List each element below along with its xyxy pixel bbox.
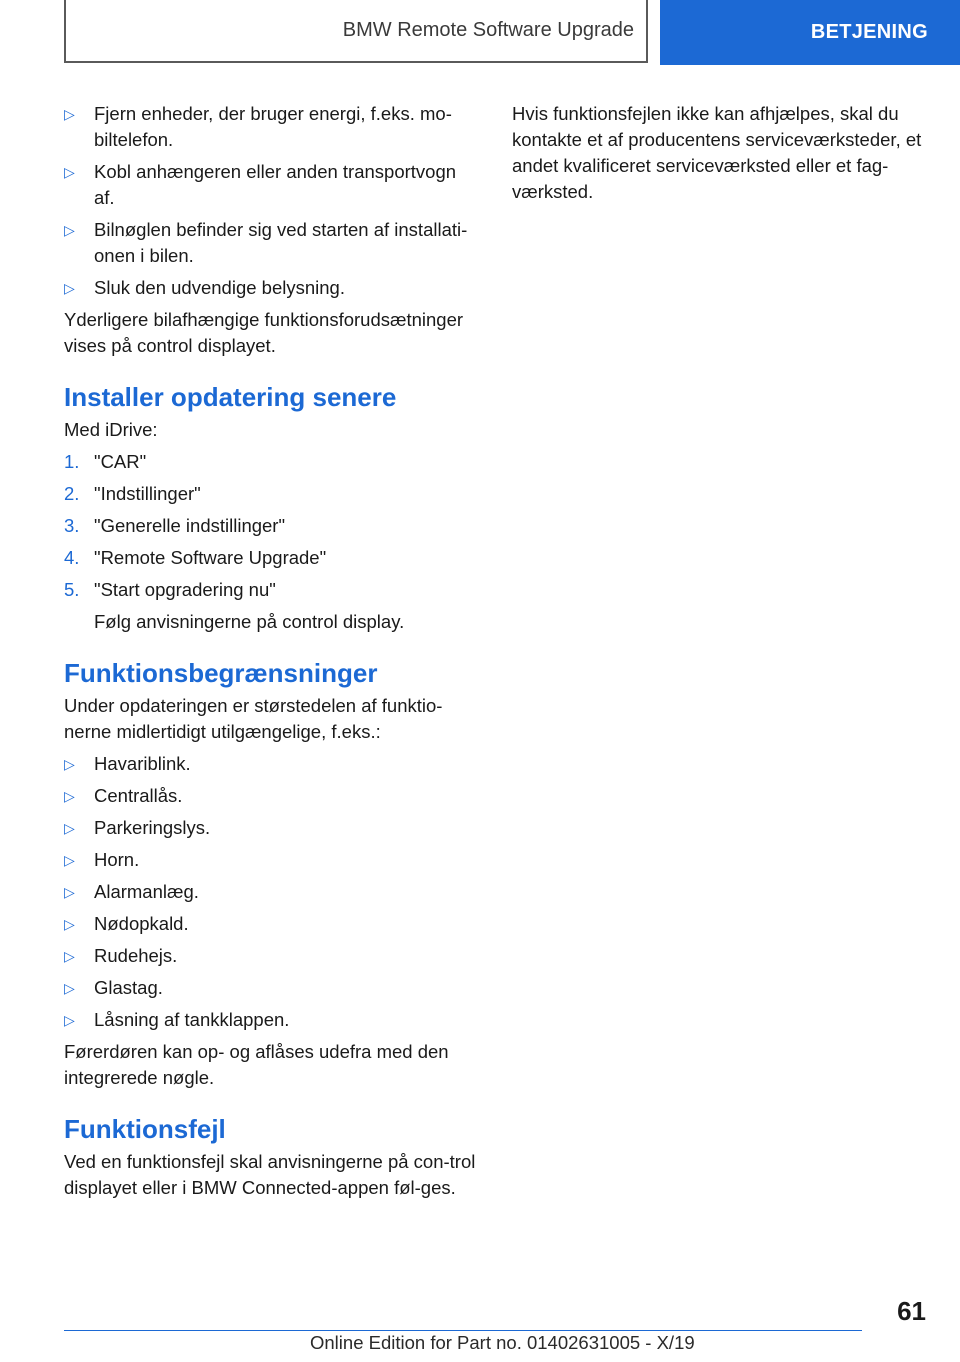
list-item-text: Horn. — [94, 849, 140, 870]
step-text: "Start opgradering nu" — [94, 579, 276, 600]
list-item — [64, 783, 480, 809]
list-item-text: Rudehejs. — [94, 945, 178, 966]
list-item — [64, 911, 480, 937]
triangle-bullet-icon: ▷ — [64, 788, 75, 804]
list-item — [64, 943, 480, 969]
step-item — [64, 545, 480, 571]
list-item-text: Alarmanlæg. — [94, 881, 199, 902]
list-item-text: Parkeringslys. — [94, 817, 211, 838]
triangle-bullet-icon: ▷ — [64, 164, 75, 180]
list-item — [64, 1007, 480, 1033]
step-item — [64, 577, 480, 603]
right-column — [512, 101, 928, 211]
footer-divider — [64, 1330, 862, 1331]
step-text: "Remote Software Upgrade" — [94, 547, 327, 568]
step-text: "Generelle indstillinger" — [94, 515, 286, 536]
left-column — [64, 101, 480, 1207]
triangle-bullet-icon: ▷ — [64, 820, 75, 836]
triangle-bullet-icon: ▷ — [64, 106, 75, 122]
step-number: 5. — [64, 579, 80, 600]
triangle-bullet-icon: ▷ — [64, 980, 75, 996]
section-tab — [660, 0, 960, 65]
triangle-bullet-icon: ▷ — [64, 884, 75, 900]
list-item — [64, 879, 480, 905]
list-item-text: Havariblink. — [94, 753, 191, 774]
step-number: 3. — [64, 515, 80, 536]
list-item — [64, 159, 480, 211]
list-item — [64, 815, 480, 841]
list-item-text: Glastag. — [94, 977, 163, 998]
paragraph-workshop: Hvis funktionsfejlen ikke kan afhjælpes, skal du kontakte et af producentens serviceværksteder, et andet kvalificeret serviceværksted eller et fag‐værksted. — [512, 103, 922, 202]
heading-malfunction: Funktionsfejl — [64, 1114, 226, 1144]
step-item — [64, 481, 480, 507]
section-label: BETJENING — [810, 21, 928, 43]
list-item — [64, 101, 480, 153]
list-item-text: Fjern enheder, der bruger energi, f.eks. mo‐biltelefon. — [94, 103, 452, 150]
list-item-text: Nødopkald. — [94, 913, 189, 934]
heading-install-later: Installer opdatering senere — [64, 382, 397, 412]
triangle-bullet-icon: ▷ — [64, 280, 75, 296]
triangle-bullet-icon: ▷ — [64, 916, 75, 932]
header-title: BMW Remote Software Upgrade — [342, 19, 634, 41]
numbered-steps — [64, 449, 480, 603]
list-item — [64, 975, 480, 1001]
paragraph-requirements: Yderligere bilafhængige funktionsforudsætninger vises på control displayet. — [64, 309, 464, 356]
bullet-list-limitations — [64, 751, 480, 1033]
bullet-list-requirements — [64, 101, 480, 301]
triangle-bullet-icon: ▷ — [64, 756, 75, 772]
list-item-text: Låsning af tankklappen. — [94, 1009, 290, 1030]
list-item-text: Kobl anhængeren eller anden transportvogn af. — [94, 161, 457, 208]
intro-idrive: Med iDrive: — [64, 419, 158, 440]
footer-edition: Online Edition for Part no. 01402631005 - X/19 — [310, 1332, 695, 1353]
step-item — [64, 513, 480, 539]
page-number: 61 — [897, 1296, 926, 1326]
step-text: "CAR" — [94, 451, 147, 472]
step-number: 2. — [64, 483, 80, 504]
step-number: 4. — [64, 547, 80, 568]
heading-limitations: Funktionsbegrænsninger — [64, 658, 378, 688]
intro-limitations: Under opdateringen er størstedelen af funktio‐nerne midlertidigt utilgængelige, f.eks.: — [64, 695, 443, 742]
list-item-text: Sluk den udvendige belysning. — [94, 277, 345, 298]
triangle-bullet-icon: ▷ — [64, 948, 75, 964]
step-number: 1. — [64, 451, 80, 472]
triangle-bullet-icon: ▷ — [64, 222, 75, 238]
list-item-text: Bilnøglen befinder sig ved starten af installati‐onen i bilen. — [94, 219, 468, 266]
list-item — [64, 217, 480, 269]
paragraph-driver-door: Førerdøren kan op- og aflåses udefra med den integrerede nøgle. — [64, 1041, 449, 1088]
list-item — [64, 751, 480, 777]
step-item — [64, 449, 480, 475]
triangle-bullet-icon: ▷ — [64, 852, 75, 868]
list-item — [64, 847, 480, 873]
list-item — [64, 275, 480, 301]
triangle-bullet-icon: ▷ — [64, 1012, 75, 1028]
step-note: Følg anvisningerne på control display. — [94, 611, 405, 632]
step-text: "Indstillinger" — [94, 483, 201, 504]
list-item-text: Centrallås. — [94, 785, 183, 806]
paragraph-malfunction: Ved en funktionsfejl skal anvisningerne på con‐trol displayet eller i BMW Connected-appen føl‐ges. — [64, 1151, 476, 1198]
header-title-box — [64, 0, 648, 63]
